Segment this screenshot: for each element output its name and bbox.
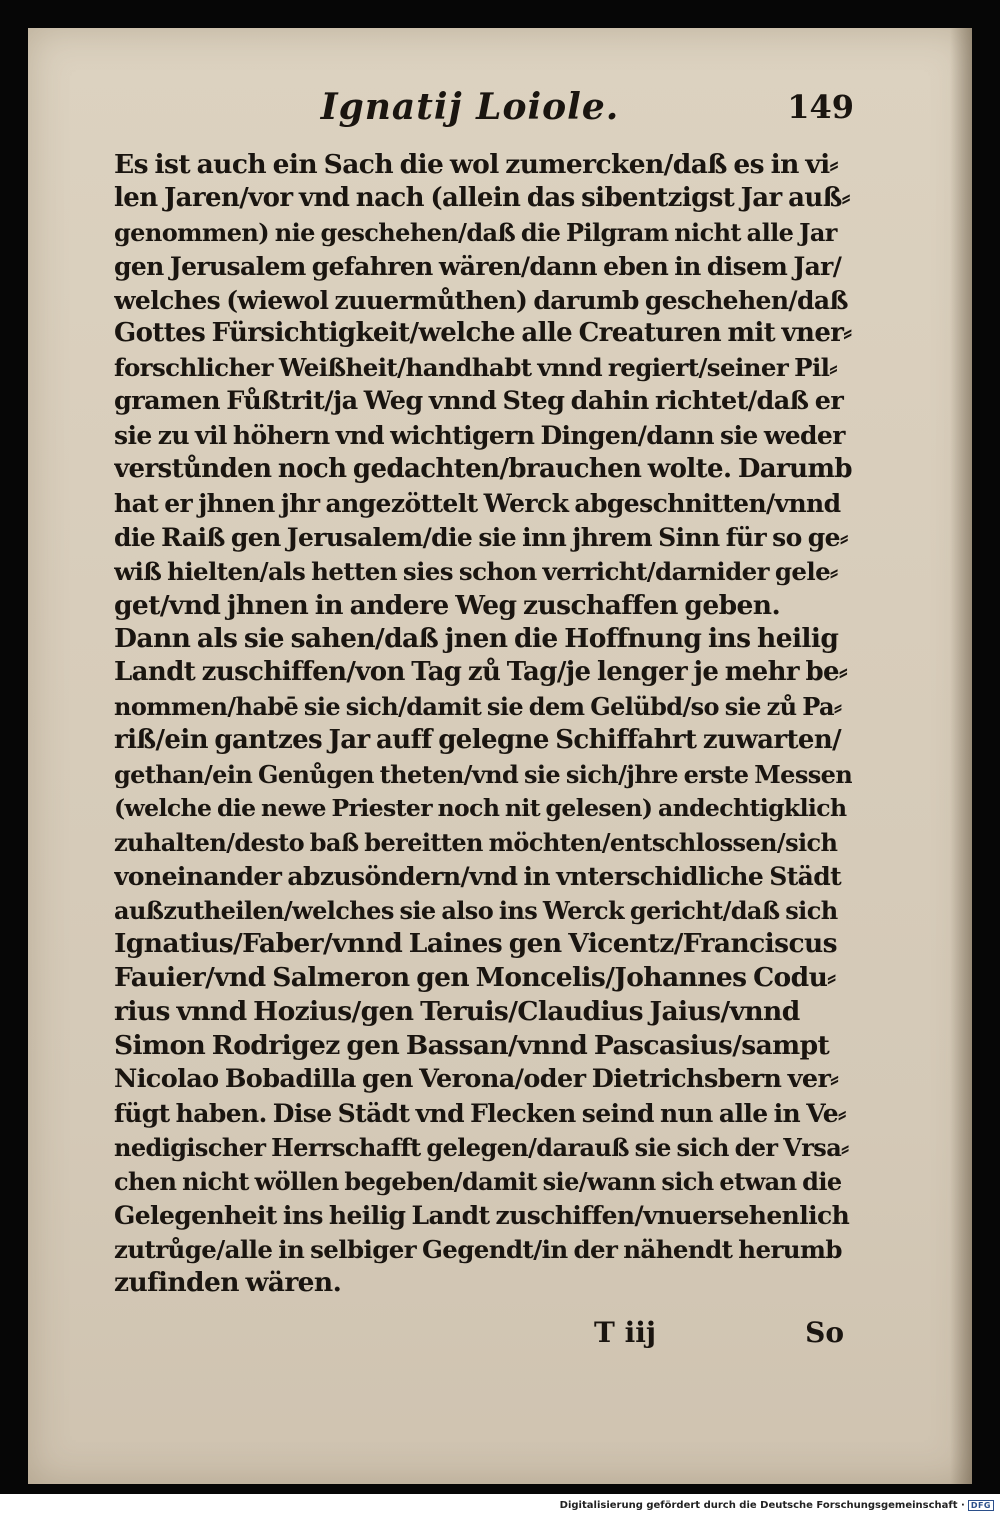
catchword: So — [805, 1316, 844, 1349]
body-text — [114, 148, 852, 1300]
text-line: Ignatius/Faber/vnnd Laines gen Vicentz/Franciscus — [114, 928, 837, 960]
text-line: Dann als sie sahen/daß jnen die Hoffnung ins heilig — [114, 623, 839, 655]
funding-banner — [560, 1497, 994, 1513]
text-line: zuhalten/desto baß bereitten möchten/entschlossen/sich — [114, 827, 838, 857]
text-line: gen Jerusalem gefahren wären/dann eben in disem Jar/ — [114, 251, 842, 281]
text-line: gramen Fůßtrit/ja Weg vnnd Steg dahin richtet/daß er — [114, 386, 844, 417]
text-line: fügt haben. Dise Städt vnd Flecken seind nun alle in Ve⸗ — [114, 1098, 846, 1128]
book-page — [28, 28, 972, 1484]
text-line: genommen) nie geschehen/daß die Pilgram nicht alle Jar — [114, 217, 837, 247]
funding-text: Digitalisierung gefördert durch die Deutsche Forschungsgemeinschaft · — [559, 1499, 965, 1511]
text-line: Gottes Fürsichtigkeit/welche alle Creaturen mit vner⸗ — [114, 318, 852, 349]
text-line: Es ist auch ein Sach die wol zumercken/daß es in vi⸗ — [114, 149, 838, 180]
text-line: len Jaren/vor vnd nach (allein das sibentzigst Jar auß⸗ — [114, 182, 850, 213]
text-line: (welche die newe Priester noch nit gelesen) andechtigklich — [114, 793, 847, 822]
text-line: welches (wiewol zuuermůthen) darumb geschehen/daß — [114, 285, 848, 315]
text-line: get/vnd jhnen in andere Weg zuschaffen geben. — [114, 589, 781, 621]
text-line: außzutheilen/welches sie also ins Werck gericht/daß sich — [114, 895, 838, 925]
text-line: wiß hielten/als hetten sies schon verricht/darnider gele⸗ — [114, 556, 838, 586]
running-head: Ignatij Loiole. — [320, 86, 620, 128]
text-line: hat er jhnen jhr angezöttelt Werck abgeschnitten/vnnd — [114, 488, 841, 518]
text-line: zufinden wären. — [114, 1267, 342, 1299]
text-line: Nicolao Bobadilla gen Verona/oder Dietrichsbern ver⸗ — [114, 1064, 839, 1095]
text-line: Fauier/vnd Salmeron gen Moncelis/Johannes Codu⸗ — [114, 962, 836, 994]
page-number: 149 — [787, 88, 854, 126]
signature-mark: T iij — [594, 1316, 656, 1349]
text-line: rius vnnd Hozius/gen Teruis/Claudius Jaius/vnnd — [114, 996, 800, 1028]
text-line: Landt zuschiffen/von Tag zů Tag/je lenger je mehr be⸗ — [114, 657, 848, 688]
text-line: riß/ein gantzes Jar auff gelegne Schiffahrt zuwarten/ — [114, 725, 842, 756]
page-footer — [114, 1316, 852, 1360]
text-line: gethan/ein Genůgen theten/vnd sie sich/jhre erste Messen — [114, 760, 852, 790]
text-line: nommen/habē sie sich/damit sie dem Gelübd/so sie zů Pa⸗ — [114, 692, 842, 722]
text-line: nedigischer Herrschafft gelegen/darauß sie sich der Vrsa⸗ — [114, 1132, 849, 1162]
text-line: zutrůge/alle in selbiger Gegendt/in der nähendt herumb — [114, 1234, 842, 1264]
dfg-logo-icon: DFG — [968, 1500, 994, 1511]
text-line: forschlicher Weißheit/handhabt vnnd regiert/seiner Pil⸗ — [114, 353, 837, 383]
text-line: sie zu vil höhern vnd wichtigern Dingen/dann sie weder — [114, 421, 845, 451]
text-line: verstůnden noch gedachten/brauchen wolte. Darumb — [114, 454, 852, 485]
text-line: die Raiß gen Jerusalem/die sie inn jhrem Sinn für so ge⸗ — [114, 522, 848, 552]
text-line: Simon Rodrigez gen Bassan/vnnd Pascasius/sampt — [114, 1030, 830, 1062]
text-line: chen nicht wöllen begeben/damit sie/wann sich etwan die — [114, 1166, 842, 1196]
text-line: Gelegenheit ins heilig Landt zuschiffen/vnuersehenlich — [114, 1200, 850, 1230]
page-header — [86, 86, 854, 142]
text-line: voneinander abzusöndern/vnd in vnterschidliche Städt — [114, 861, 842, 891]
